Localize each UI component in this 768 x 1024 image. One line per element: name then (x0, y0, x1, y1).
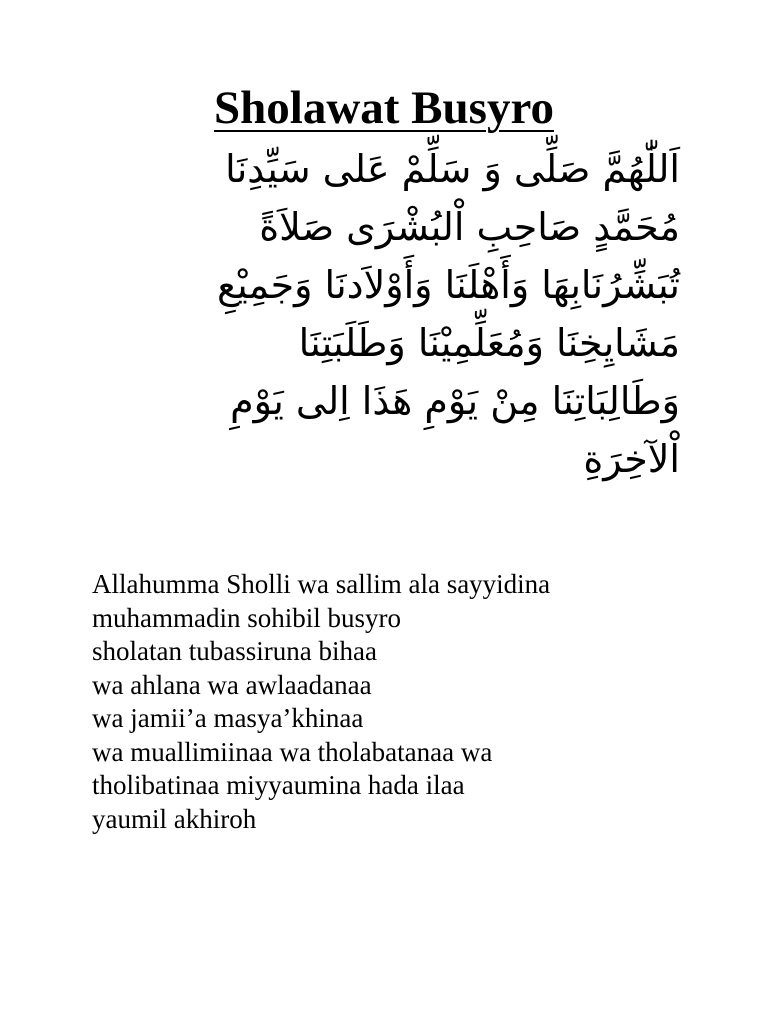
arabic-line: وَطَالِبَاتِنَا مِنْ يَوْمِ هَذَا اِلى يَوْمِ (230, 379, 680, 423)
transliteration-line: wa jamii’a masya’khinaa (92, 703, 364, 733)
arabic-line: اَللّٰهُمَّ صَلِّى وَ سَلِّمْ عَلى سَيِّدِنَا (225, 147, 680, 191)
arabic-line: مَشَايِخِنَا وَمُعَلِّمِيْنَا وَطَلَبَتِنَا (298, 321, 680, 365)
transliteration-line: tholibatinaa miyyaumina hada ilaa (92, 770, 465, 800)
transliteration-line: sholatan tubassiruna bihaa (92, 636, 377, 666)
document-title (0, 78, 768, 138)
transliteration-line: muhammadin sohibil busyro (92, 602, 401, 633)
transliteration-line: yaumil akhiroh (92, 803, 257, 834)
arabic-line: مُحَمَّدٍ صَاحِبِ اْلبُشْرَى صَلاَةً (259, 205, 680, 249)
arabic-line: اْلآخِرَةِ (583, 437, 680, 481)
transliteration-block (92, 568, 732, 836)
arabic-line: تُبَشِّرُنَابِهَا وَأَهْلَنَا وَأَوْلاَدنَا وَجَمِيْعِ (216, 263, 680, 307)
title-text: Sholawat Busyro (214, 82, 554, 134)
arabic-text-block (80, 140, 680, 488)
transliteration-line: Allahumma Sholli wa sallim ala sayyidina (92, 569, 551, 599)
transliteration-line: wa muallimiinaa wa tholabatanaa wa (92, 736, 493, 767)
transliteration-line: wa ahlana wa awlaadanaa (92, 669, 372, 700)
